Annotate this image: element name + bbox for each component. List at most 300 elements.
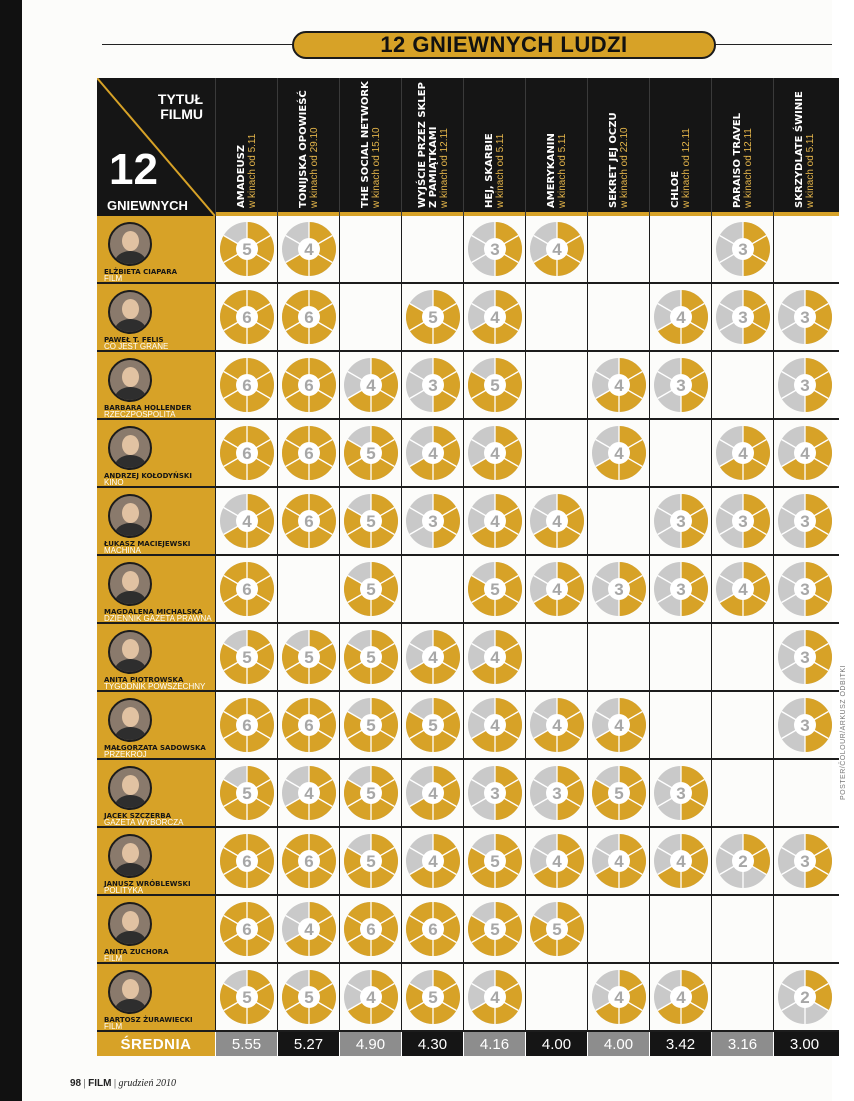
film-column-header — [525, 78, 587, 216]
rating-cell — [463, 828, 525, 894]
rating-cell — [525, 420, 587, 486]
rating-ring-icon — [466, 764, 524, 822]
rating-cell — [277, 828, 339, 894]
rating-value: 6 — [242, 444, 252, 463]
film-release-date: w kinach od 5.11 — [557, 133, 568, 208]
rating-value: 5 — [490, 920, 500, 939]
rating-value: 5 — [428, 988, 438, 1007]
film-title: PARAISO TRAVEL — [732, 112, 743, 208]
rating-cell — [649, 692, 711, 758]
rating-cell — [649, 420, 711, 486]
rating-cell — [525, 692, 587, 758]
film-header-text — [464, 78, 526, 212]
film-column-header — [463, 78, 525, 216]
corner-cell — [97, 78, 215, 216]
rating-value: 5 — [614, 784, 624, 803]
rating-ring-icon — [590, 424, 648, 482]
photo-head — [122, 503, 139, 523]
photo-body — [115, 251, 146, 266]
critic-photo — [108, 630, 152, 674]
rating-value: 4 — [490, 648, 500, 667]
average-value: 4.30 — [401, 1032, 463, 1056]
rating-ring-icon — [218, 696, 276, 754]
rating-cell — [215, 216, 277, 282]
rating-value: 5 — [552, 920, 562, 939]
film-release-date: w kinach od 12.11 — [438, 128, 450, 208]
rating-value: 6 — [304, 308, 314, 327]
rating-value: 3 — [676, 512, 686, 531]
rating-cell — [525, 624, 587, 690]
critic-media: GAZETA WYBORCZA — [104, 818, 184, 826]
critic-photo — [108, 358, 152, 402]
corner-film-label — [158, 92, 203, 122]
critic-row — [97, 896, 839, 964]
rating-cell — [463, 692, 525, 758]
rating-value: 4 — [428, 784, 438, 803]
rating-value: 6 — [242, 852, 252, 871]
rating-value: 4 — [614, 988, 624, 1007]
rating-cell — [401, 488, 463, 554]
rating-value: 5 — [366, 444, 376, 463]
rating-cell — [711, 828, 773, 894]
rating-cell — [587, 692, 649, 758]
critic-media: MACHINA — [104, 546, 141, 554]
rating-ring-icon — [466, 492, 524, 550]
rating-value: 5 — [490, 852, 500, 871]
critic-row — [97, 760, 839, 828]
rating-value: 4 — [366, 376, 376, 395]
rating-cell — [401, 828, 463, 894]
critic-row — [97, 624, 839, 692]
rating-value: 3 — [428, 512, 438, 531]
rating-ring-icon — [342, 832, 400, 890]
rating-ring-icon — [218, 900, 276, 958]
critic-cell — [97, 964, 215, 1030]
average-value: 5.27 — [277, 1032, 339, 1056]
rating-ring-icon — [466, 356, 524, 414]
film-release-date: w kinach od 22.10 — [619, 127, 630, 208]
rating-value: 3 — [428, 376, 438, 395]
rating-cell — [711, 284, 773, 350]
rating-ring-icon — [404, 628, 462, 686]
critic-media: FILM — [104, 274, 123, 282]
rating-cell — [773, 556, 835, 622]
rating-ring-icon — [218, 288, 276, 346]
rating-value: 6 — [304, 716, 314, 735]
rating-ring-icon — [776, 832, 834, 890]
rating-ring-icon — [466, 424, 524, 482]
rating-cell — [215, 624, 277, 690]
average-row — [97, 1032, 839, 1056]
rating-value: 4 — [490, 716, 500, 735]
rating-cell — [711, 352, 773, 418]
rating-cell — [773, 624, 835, 690]
critic-name: ANITA ZUCHORA — [104, 948, 169, 956]
rating-cell — [215, 352, 277, 418]
page-title: 12 GNIEWNYCH LUDZI — [292, 31, 716, 59]
critic-media: FILM — [104, 954, 123, 962]
rating-value: 4 — [552, 512, 562, 531]
rating-ring-icon — [280, 356, 338, 414]
side-print-text — [840, 470, 850, 800]
critic-cell — [97, 420, 215, 486]
rating-ring-icon — [218, 424, 276, 482]
film-column-header — [649, 78, 711, 216]
rating-ring-icon — [776, 696, 834, 754]
critic-name: PAWEŁ T. FELIS — [104, 336, 164, 344]
rating-value: 4 — [800, 444, 810, 463]
rating-value: 6 — [242, 580, 252, 599]
rating-value: 4 — [304, 920, 314, 939]
critic-cell — [97, 896, 215, 962]
rating-ring-icon — [466, 220, 524, 278]
rating-ring-icon — [342, 696, 400, 754]
rating-ring-icon — [528, 764, 586, 822]
rating-ring-icon — [652, 492, 710, 550]
rating-ring-icon — [280, 764, 338, 822]
rating-value: 6 — [242, 716, 252, 735]
photo-body — [115, 795, 146, 810]
rating-cell — [277, 216, 339, 282]
critic-photo — [108, 562, 152, 606]
average-value: 5.55 — [215, 1032, 277, 1056]
rating-ring-icon — [404, 900, 462, 958]
rating-ring-icon — [776, 492, 834, 550]
rating-value: 3 — [676, 376, 686, 395]
rating-cell — [587, 352, 649, 418]
rating-cell — [587, 896, 649, 962]
rating-ring-icon — [776, 288, 834, 346]
rating-ring-icon — [528, 492, 586, 550]
rating-ring-icon — [218, 220, 276, 278]
rating-value: 3 — [738, 512, 748, 531]
rating-cell — [277, 624, 339, 690]
page-footer — [70, 1078, 176, 1089]
average-value: 4.00 — [587, 1032, 649, 1056]
rating-ring-icon — [342, 492, 400, 550]
rating-ring-icon — [404, 832, 462, 890]
rating-ring-icon — [280, 492, 338, 550]
critic-media: CO JEST GRANE — [104, 342, 169, 350]
critic-row — [97, 828, 839, 896]
critic-photo — [108, 426, 152, 470]
rating-cell — [401, 556, 463, 622]
rating-cell — [463, 760, 525, 826]
rating-value: 5 — [366, 716, 376, 735]
film-title: TONIJSKA OPOWIEŚĆ — [298, 90, 309, 208]
rating-ring-icon — [466, 968, 524, 1026]
rating-value: 5 — [490, 376, 500, 395]
film-release-date: w kinach od 5.11 — [495, 133, 506, 208]
rating-value: 5 — [242, 240, 252, 259]
rating-value: 4 — [614, 376, 624, 395]
rating-value: 4 — [428, 852, 438, 871]
film-column-header — [339, 78, 401, 216]
rating-ring-icon — [590, 968, 648, 1026]
critic-cell — [97, 488, 215, 554]
rating-ring-icon — [218, 968, 276, 1026]
rating-cell — [339, 556, 401, 622]
rating-cell — [401, 760, 463, 826]
photo-body — [115, 727, 146, 742]
critic-photo — [108, 222, 152, 266]
rating-cell — [339, 284, 401, 350]
rating-ring-icon — [776, 424, 834, 482]
rating-cell — [277, 692, 339, 758]
rating-value: 6 — [366, 920, 376, 939]
film-column-header — [401, 78, 463, 216]
rating-ring-icon — [342, 560, 400, 618]
rating-value: 3 — [800, 512, 810, 531]
film-title: SKRZYDLATE ŚWINIE — [794, 91, 805, 208]
rating-ring-icon — [652, 356, 710, 414]
photo-head — [122, 231, 139, 251]
critic-media: TYGODNIK POWSZECHNY — [104, 682, 206, 690]
footer-sep-2: | — [113, 1078, 119, 1089]
rating-cell — [649, 896, 711, 962]
rating-ring-icon — [714, 832, 772, 890]
critic-name: MAGDALENA MICHALSKA — [104, 608, 203, 616]
film-header-text — [526, 78, 588, 212]
rating-ring-icon — [404, 696, 462, 754]
average-value: 4.00 — [525, 1032, 587, 1056]
rating-ring-icon — [342, 356, 400, 414]
rating-cell — [711, 488, 773, 554]
rating-cell — [277, 352, 339, 418]
rating-cell — [773, 964, 835, 1030]
rating-cell — [463, 488, 525, 554]
film-column-header — [773, 78, 835, 216]
rating-ring-icon — [714, 220, 772, 278]
rating-ring-icon — [280, 288, 338, 346]
rating-value: 6 — [304, 512, 314, 531]
average-value: 3.42 — [649, 1032, 711, 1056]
footer-issue: grudzień 2010 — [118, 1078, 176, 1089]
rating-cell — [525, 284, 587, 350]
critic-row — [97, 352, 839, 420]
critic-cell — [97, 624, 215, 690]
rating-value: 3 — [800, 308, 810, 327]
rating-value: 3 — [800, 580, 810, 599]
rating-value: 4 — [738, 444, 748, 463]
rating-cell — [463, 556, 525, 622]
rating-cell — [525, 760, 587, 826]
rating-ring-icon — [714, 424, 772, 482]
critic-cell — [97, 352, 215, 418]
photo-head — [122, 435, 139, 455]
rating-value: 4 — [490, 444, 500, 463]
film-column-header — [215, 78, 277, 216]
film-column-header — [711, 78, 773, 216]
rating-cell — [587, 420, 649, 486]
rating-ring-icon — [590, 832, 648, 890]
rating-cell — [215, 896, 277, 962]
rating-value: 3 — [614, 580, 624, 599]
film-release-date: w kinach od 29.10 — [309, 127, 320, 208]
rating-cell — [401, 896, 463, 962]
critic-photo — [108, 902, 152, 946]
rating-cell — [277, 964, 339, 1030]
rating-ring-icon — [528, 696, 586, 754]
rating-value: 4 — [428, 444, 438, 463]
rating-cell — [339, 828, 401, 894]
rating-value: 5 — [242, 784, 252, 803]
rating-ring-icon — [280, 832, 338, 890]
rating-value: 4 — [304, 240, 314, 259]
film-release-date: w kinach od 12.11 — [681, 128, 692, 208]
corner-label-film: FILMU — [160, 106, 203, 122]
rating-cell — [773, 896, 835, 962]
rating-value: 4 — [490, 512, 500, 531]
rating-value: 6 — [304, 444, 314, 463]
photo-body — [115, 523, 146, 538]
rating-cell — [649, 556, 711, 622]
rating-cell — [649, 760, 711, 826]
rating-cell — [525, 556, 587, 622]
rating-cell — [711, 692, 773, 758]
rating-cell — [773, 488, 835, 554]
rating-ring-icon — [280, 220, 338, 278]
rating-cell — [587, 624, 649, 690]
film-header-text — [216, 78, 278, 212]
average-value: 4.90 — [339, 1032, 401, 1056]
rating-cell — [773, 216, 835, 282]
rating-cell — [463, 896, 525, 962]
rating-value: 6 — [242, 376, 252, 395]
film-title: CHLOE — [670, 170, 681, 208]
rating-cell — [339, 760, 401, 826]
film-title: HEJ, SKARBIE — [484, 133, 495, 208]
table-header — [97, 78, 839, 216]
rating-cell — [215, 760, 277, 826]
photo-body — [115, 999, 146, 1014]
rating-cell — [711, 624, 773, 690]
critic-photo — [108, 766, 152, 810]
rating-ring-icon — [404, 356, 462, 414]
critic-cell — [97, 692, 215, 758]
critic-cell — [97, 760, 215, 826]
rating-cell — [215, 828, 277, 894]
critic-media: POLITYKA — [104, 886, 144, 894]
rating-ring-icon — [590, 356, 648, 414]
rating-value: 5 — [304, 648, 314, 667]
film-header-text — [712, 78, 774, 212]
rating-ring-icon — [528, 560, 586, 618]
rating-ring-icon — [280, 424, 338, 482]
photo-head — [122, 911, 139, 931]
rating-value: 4 — [428, 648, 438, 667]
rating-value: 4 — [614, 444, 624, 463]
film-release-date: w kinach od 15.10 — [371, 127, 382, 208]
critic-name: BARTOSZ ŻURAWIECKI — [104, 1016, 193, 1024]
rating-ring-icon — [776, 628, 834, 686]
rating-cell — [773, 828, 835, 894]
rating-ring-icon — [404, 968, 462, 1026]
rating-cell — [773, 692, 835, 758]
photo-head — [122, 979, 139, 999]
critic-photo — [108, 494, 152, 538]
rating-cell — [215, 420, 277, 486]
rating-ring-icon — [342, 900, 400, 958]
average-label: ŚREDNIA — [97, 1032, 215, 1056]
critic-photo — [108, 698, 152, 742]
rating-cell — [649, 284, 711, 350]
rating-cell — [215, 284, 277, 350]
film-header-text — [650, 78, 712, 212]
rating-value: 3 — [676, 784, 686, 803]
film-header-text — [340, 78, 402, 212]
rating-cell — [711, 964, 773, 1030]
critic-media: DZIENNIK GAZETA PRAWNA — [104, 614, 212, 622]
rating-ring-icon — [652, 288, 710, 346]
rating-cell — [401, 216, 463, 282]
critic-photo — [108, 290, 152, 334]
rating-ring-icon — [342, 968, 400, 1026]
rating-value: 4 — [552, 240, 562, 259]
rating-ring-icon — [776, 356, 834, 414]
rating-cell — [401, 420, 463, 486]
rating-value: 5 — [366, 580, 376, 599]
photo-body — [115, 591, 146, 606]
rating-value: 5 — [366, 512, 376, 531]
photo-body — [115, 659, 146, 674]
rating-cell — [463, 624, 525, 690]
rating-value: 4 — [676, 308, 686, 327]
critic-row — [97, 284, 839, 352]
rating-ring-icon — [280, 900, 338, 958]
critic-media: RZECZPOSPOLITA — [104, 410, 176, 418]
rating-value: 2 — [738, 852, 748, 871]
rating-value: 3 — [800, 648, 810, 667]
rating-cell — [649, 964, 711, 1030]
rating-ring-icon — [590, 764, 648, 822]
side-print-label: POSTER/ČOLOUR/ARKUSZ ODBITKI — [840, 665, 847, 800]
rating-cell — [649, 216, 711, 282]
rating-ring-icon — [466, 560, 524, 618]
rating-ring-icon — [218, 628, 276, 686]
rating-cell — [525, 896, 587, 962]
rating-value: 3 — [800, 852, 810, 871]
rating-cell — [339, 624, 401, 690]
rating-cell — [587, 964, 649, 1030]
rating-cell — [711, 216, 773, 282]
rating-value: 5 — [242, 988, 252, 1007]
rating-cell — [649, 352, 711, 418]
rating-ring-icon — [404, 424, 462, 482]
rating-ring-icon — [280, 628, 338, 686]
rating-cell — [463, 964, 525, 1030]
film-title: THE SOCIAL NETWORK — [360, 81, 371, 208]
rating-cell — [339, 216, 401, 282]
rating-cell — [277, 284, 339, 350]
rating-cell — [525, 488, 587, 554]
rating-ring-icon — [466, 696, 524, 754]
critic-photo — [108, 970, 152, 1014]
rating-cell — [587, 216, 649, 282]
rating-cell — [463, 420, 525, 486]
rating-cell — [215, 488, 277, 554]
rating-value: 4 — [552, 716, 562, 735]
rating-ring-icon — [342, 424, 400, 482]
rating-value: 3 — [490, 240, 500, 259]
rating-ring-icon — [776, 560, 834, 618]
footer-magazine: FILM — [88, 1078, 112, 1089]
rating-ring-icon — [776, 968, 834, 1026]
average-value: 3.16 — [711, 1032, 773, 1056]
rating-cell — [339, 488, 401, 554]
rating-ring-icon — [714, 492, 772, 550]
rating-value: 4 — [552, 852, 562, 871]
